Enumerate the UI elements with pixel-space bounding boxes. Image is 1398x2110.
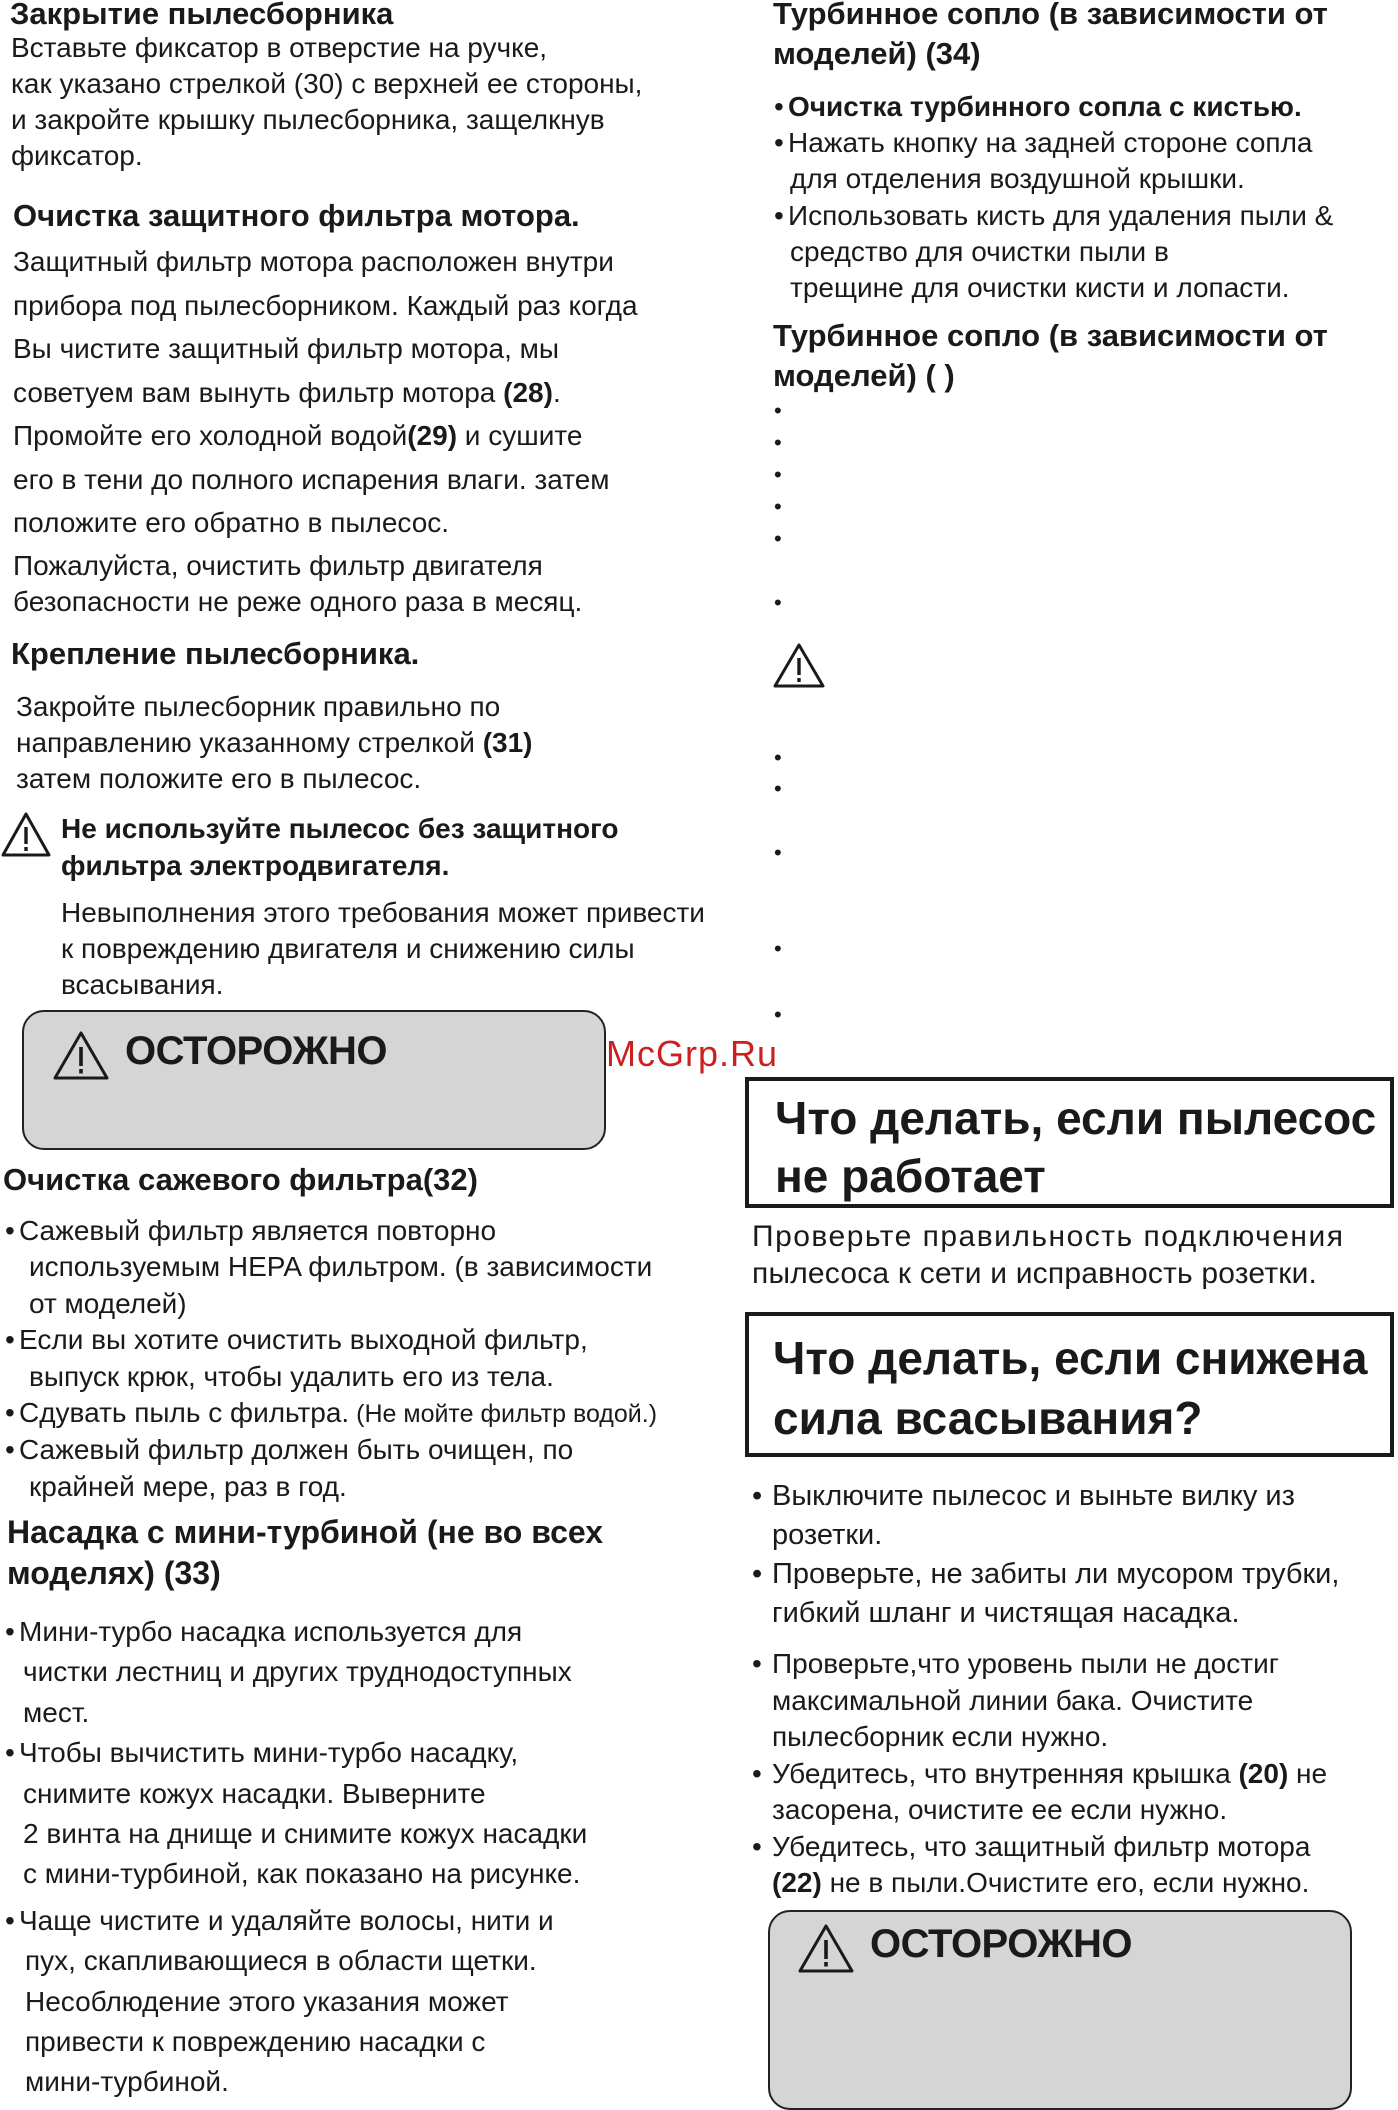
caution-label: ОСТОРОЖНО [870, 1922, 1132, 1966]
list-item: • Сажевый фильтр является повторно [5, 1215, 497, 1246]
list-item: • Сажевый фильтр должен быть очищен, по [5, 1434, 574, 1466]
not-working-title: Что делать, если пылесос [775, 1092, 1377, 1144]
text-line: Проверьте правильность подключения [752, 1220, 1345, 1253]
soot-filter-heading: Очистка сажевого фильтра(32) [3, 1162, 478, 1197]
text-line: розетки. [772, 1519, 883, 1551]
text-line: чистки лестниц и других труднодоступных [23, 1656, 572, 1688]
list-bullet: • [774, 462, 782, 487]
list-item: • Проверьте, не забиты ли мусором трубки, [752, 1558, 1340, 1590]
text-line: прибора под пылесборником. Каждый раз когда [13, 289, 638, 321]
motor-filter-paragraph [13, 240, 638, 545]
mini-turbo-list [5, 1612, 587, 2103]
mounting-paragraph [16, 689, 532, 797]
text-line: как указано стрелкой (30) с верхней ее стороны, [11, 68, 643, 99]
closing-heading: Закрытие пылесборника [10, 0, 394, 31]
low-suction-title: Что делать, если снижена [773, 1332, 1368, 1384]
list-item: • Чтобы вычистить мини-турбо насадку, [5, 1737, 519, 1769]
text-line: гибкий шланг и чистящая насадка. [772, 1597, 1240, 1629]
text-line: Промойте его холодной водой(29) и сушите [13, 420, 583, 451]
text-line: Невыполнения этого требования может привести [61, 897, 705, 928]
caution-icon [52, 1029, 110, 1081]
not-working-title-2: не работает [775, 1150, 1046, 1202]
low-suction-box [745, 1312, 1394, 1457]
list-bullet: • [774, 936, 782, 961]
list-bullet: • [774, 494, 782, 519]
not-working-text [752, 1218, 1344, 1292]
text-line: моделей) ( ) [773, 358, 955, 393]
motor-filter-heading: Очистка защитного фильтра мотора. [13, 198, 580, 233]
caution-label: ОСТОРОЖНО [125, 1029, 387, 1073]
text-line: и закройте крышку пылесборника, защелкнув [11, 104, 605, 135]
text-line: затем положите его в пылесос. [16, 763, 422, 794]
text-line: выпуск крюк, чтобы удалить его из тела. [29, 1360, 554, 1392]
low-suction-list [752, 1477, 1339, 1633]
text-line: фиксатор. [11, 140, 143, 171]
mounting-heading: Крепление пылесборника. [11, 636, 420, 671]
text-line: мест. [23, 1696, 90, 1728]
list-item: • Очистка турбинного сопла с кистью. [774, 91, 1302, 122]
text-line: моделях) (33) [7, 1555, 221, 1591]
list-bullet: • [774, 745, 782, 770]
list-bullet: • [774, 526, 782, 551]
caution-icon [797, 1922, 855, 1974]
text-line: всасывания. [61, 969, 224, 1000]
text-line: Пожалуйста, очистить фильтр двигателя [13, 550, 543, 581]
text-line: безопасности не реже одного раза в месяц. [13, 586, 583, 617]
text-line: максимальной линии бака. Очистите [772, 1684, 1254, 1716]
text-line: советуем вам вынуть фильтр мотора (28). [13, 376, 561, 408]
list-item: • Убедитесь, что защитный фильтр мотора [752, 1830, 1311, 1862]
list-bullet: • [774, 776, 782, 801]
text-line: 2 винта на днище и снимите кожух насадки [23, 1818, 588, 1850]
mini-turbo-heading [7, 1512, 603, 1594]
text-line: засорена, очистите ее если нужно. [772, 1794, 1228, 1825]
list-item: • Мини-турбо насадка используется для [5, 1616, 523, 1647]
text-line: снимите кожух насадки. Выверните [23, 1777, 486, 1809]
list-bullet: • [774, 398, 782, 423]
text-line: Несоблюдение этого указания может [25, 1985, 509, 2017]
text-line: трещине для очистки кисти и лопасти. [790, 272, 1290, 304]
text-line: от моделей) [29, 1287, 187, 1319]
text-line: пылесоса к сети и исправность розетки. [752, 1257, 1318, 1290]
list-item: • Сдувать пыль с фильтра. (Не мойте фильтр водой.) [5, 1397, 658, 1429]
text-line: средство для очистки пыли в [790, 235, 1169, 267]
text-line: мини-турбиной. [25, 2066, 229, 2098]
warning-icon [772, 641, 826, 689]
motor-filter-monthly [13, 548, 582, 620]
text-line: (22) не в пыли.Очистите его, если нужно. [772, 1867, 1310, 1898]
list-item: • Чаще чистите и удаляйте волосы, нити и [5, 1904, 554, 1936]
turbo-nozzle-heading [773, 0, 1328, 74]
text-line: положите его обратно в пылесос. [13, 507, 450, 538]
list-item: • Выключите пылесос и выньте вилку из [752, 1480, 1295, 1512]
list-bullet: • [774, 1002, 782, 1027]
text-line: его в тени до полного испарения влаги. затем [13, 463, 610, 495]
turbo-nozzle-list [774, 89, 1333, 306]
list-item: • Проверьте,что уровень пыли не достиг [752, 1648, 1279, 1679]
text-line: к повреждению двигателя и снижению силы [61, 933, 635, 964]
watermark: McGrp.Ru [606, 1033, 779, 1074]
text-line: Защитный фильтр мотора расположен внутри [13, 246, 614, 277]
low-suction-title-2: сила всасывания? [773, 1392, 1203, 1444]
warning-paragraph [61, 895, 705, 1003]
list-bullet: • [774, 430, 782, 455]
list-bullet: • [774, 840, 782, 865]
text-line: для отделения воздушной крышки. [790, 163, 1245, 195]
text-line: используемым HEPA фильтром. (в зависимости [29, 1251, 653, 1283]
text-line: пылесборник если нужно. [772, 1721, 1109, 1752]
list-item: • Использовать кисть для удаления пыли & [774, 199, 1334, 231]
text-line: Закройте пылесборник правильно по [16, 691, 501, 722]
not-working-box [745, 1077, 1394, 1208]
text-line: Насадка с мини-турбиной (не во всех [7, 1514, 604, 1550]
text-line: Вставьте фиксатор в отверстие на ручке, [11, 32, 548, 63]
text-line: Вы чистите защитный фильтр мотора, мы [13, 333, 560, 364]
text-line: Не используйте пылесос без защитного [61, 813, 619, 844]
list-item: • Убедитесь, что внутренняя крышка (20) не [752, 1757, 1328, 1789]
text-line: крайней мере, раз в год. [29, 1470, 347, 1502]
list-bullet: • [774, 590, 782, 615]
text-line: моделей) (34) [773, 36, 981, 71]
warning-title [61, 810, 619, 884]
text-line: с мини-турбиной, как показано на рисунке. [23, 1858, 581, 1890]
list-item: • Если вы хотите очистить выходной фильтр, [5, 1324, 588, 1356]
text-line: фильтра электродвигателя. [61, 850, 450, 881]
warning-icon [0, 810, 52, 858]
list-item: • Нажать кнопку на задней стороне сопла [774, 127, 1313, 159]
turbo-nozzle-heading-2 [773, 316, 1328, 396]
text-line: привести к повреждению насадки с [25, 2026, 486, 2058]
closing-paragraph [11, 30, 642, 174]
text-line: Турбинное сопло (в зависимости от [773, 0, 1328, 31]
text-line: направлению указанному стрелкой (31) [16, 727, 533, 758]
low-suction-list-2 [752, 1646, 1327, 1902]
text-line: пух, скапливающиеся в области щетки. [25, 1945, 537, 1977]
text-line: Турбинное сопло (в зависимости от [773, 318, 1328, 353]
soot-filter-list [5, 1213, 657, 1505]
